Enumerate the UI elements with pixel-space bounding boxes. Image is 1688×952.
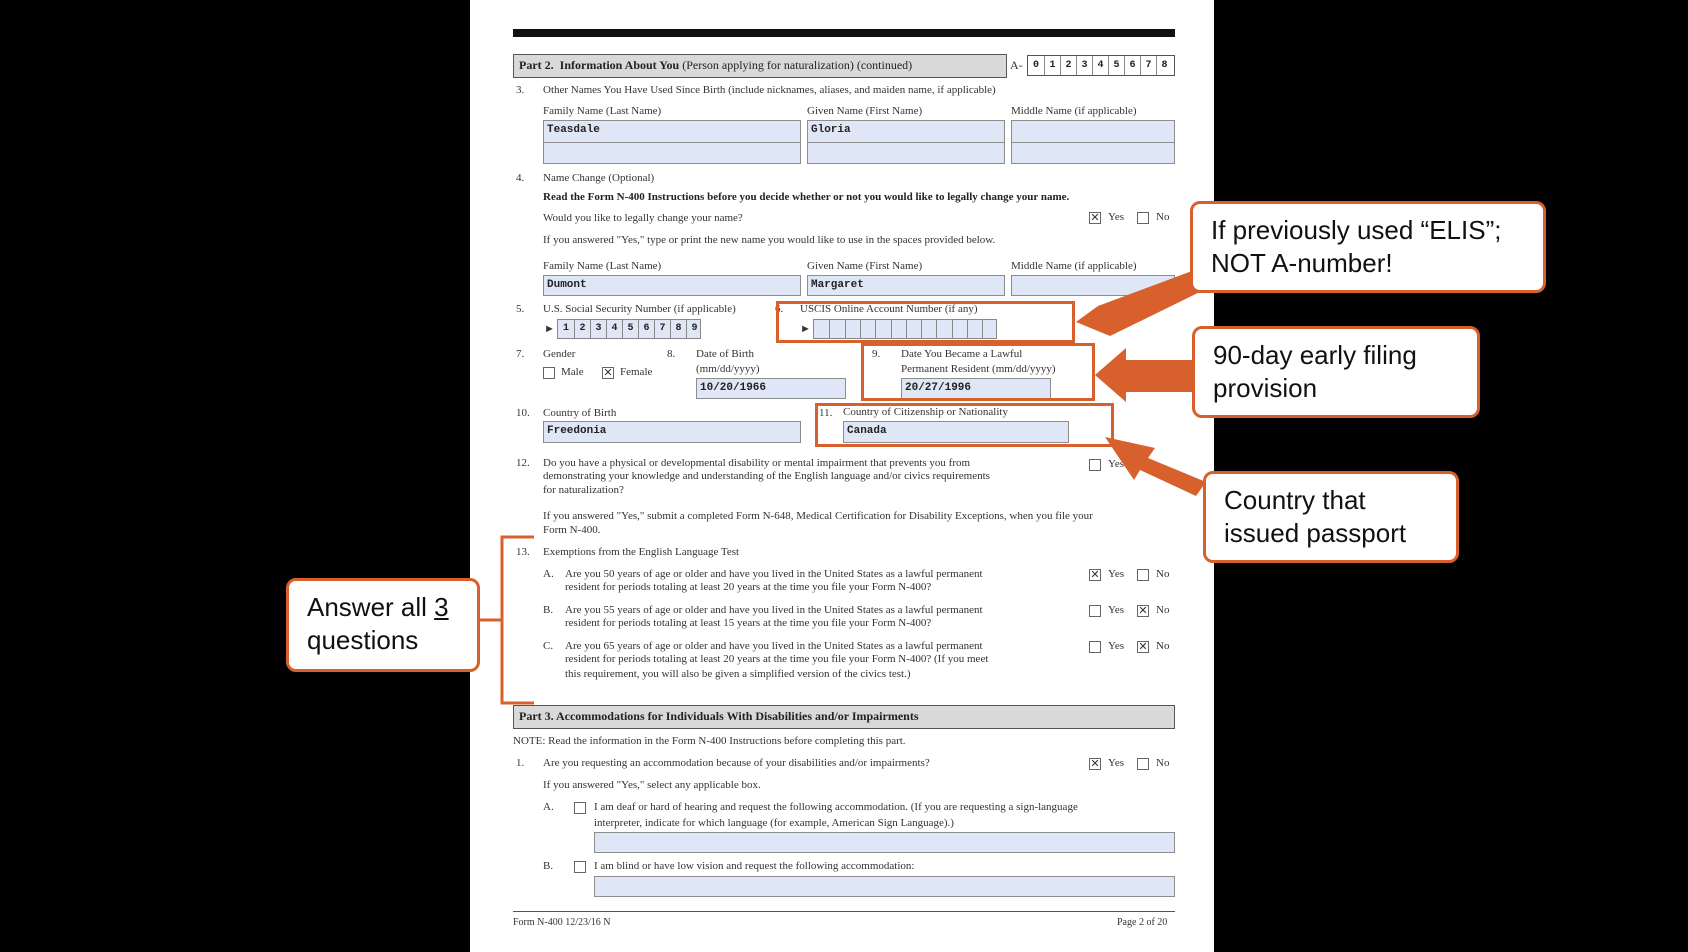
elis-callout — [1190, 201, 1546, 293]
ssn-digit[interactable]: 2 — [574, 320, 590, 338]
q3-middle-label: Middle Name (if applicable) — [1011, 105, 1137, 117]
q13-number: 13. — [516, 546, 530, 558]
a-number-digit[interactable]: 0 — [1032, 60, 1039, 71]
a-number-digit[interactable]: 4 — [1092, 56, 1108, 75]
q13c-no-label: No — [1156, 640, 1170, 652]
q3-family-label: Family Name (Last Name) — [543, 105, 662, 117]
answer-all-text: Answer all — [307, 592, 435, 622]
a-number-digit[interactable]: 7 — [1140, 56, 1156, 75]
a-number-digit[interactable]: 5 — [1108, 56, 1124, 75]
ssn-digit[interactable]: 9 — [686, 320, 702, 338]
early-filing-callout-line1: 90-day early filing — [1213, 340, 1417, 370]
part3-a-line1: I am deaf or hard of hearing and request the following accommodation. (If you are requesting a sign-language — [594, 801, 1078, 813]
country-callout-line1: Country that — [1224, 485, 1366, 515]
q13c-line3: this requirement, you will also be given a simplified version of the civics test.) — [565, 668, 911, 680]
q4-note: If you answered "Yes," type or print the new name you would like to use in the spaces provided below. — [543, 234, 996, 246]
part3-a-letter: A. — [543, 801, 554, 813]
q6-label: USCIS Online Account Number (if any) — [800, 303, 978, 315]
part3-q1-yes-label: Yes — [1108, 757, 1125, 769]
ssn-digit[interactable]: 7 — [654, 320, 670, 338]
q7-female-label: Female — [620, 366, 653, 378]
q3-given-label: Given Name (First Name) — [807, 105, 923, 117]
ssn-digit[interactable]: 8 — [670, 320, 686, 338]
answer-all-callout-line2: questions — [307, 625, 419, 655]
q9-label: Date You Became a Lawful — [901, 348, 1023, 360]
part3-note: NOTE: Read the information in the Form N-400 Instructions before completing this part. — [513, 735, 906, 747]
q9-number: 9. — [872, 348, 881, 360]
q5-number: 5. — [516, 303, 525, 315]
q4-middle-label: Middle Name (if applicable) — [1011, 260, 1137, 272]
q12-line1: Do you have a physical or developmental disability or mental impairment that prevents you from — [543, 457, 971, 469]
q12-line2: demonstrating your knowledge and understanding of the English language and/or civics requirements — [543, 470, 990, 482]
a-number-digit[interactable]: 2 — [1060, 56, 1076, 75]
q13c-letter: C. — [543, 640, 554, 652]
q10-number: 10. — [516, 407, 530, 419]
q7-female-checkbox[interactable]: ✕ — [603, 366, 613, 379]
a-number-digit[interactable]: 6 — [1124, 56, 1140, 75]
ssn-digit[interactable]: 5 — [622, 320, 638, 338]
q13c-line1: Are you 65 years of age or older and have you lived in the United States as a lawful permanent — [565, 640, 983, 652]
ssn-digit[interactable]: 1 — [562, 323, 569, 334]
q8-format: (mm/dd/yyyy) — [696, 363, 760, 375]
q13-bracket — [502, 537, 534, 703]
a-number-digit[interactable]: 8 — [1156, 56, 1172, 75]
part3-q1-note: If you answered "Yes," select any applicable box. — [543, 779, 761, 791]
q4-family-label: Family Name (Last Name) — [543, 260, 662, 272]
q13b-letter: B. — [543, 604, 554, 616]
q4-family-value: Dumont — [547, 279, 587, 291]
q3-given-value: Gloria — [811, 124, 851, 136]
footer-page-number: Page 2 of 20 — [1117, 917, 1168, 928]
q6-number: 6. — [775, 303, 784, 315]
q12-yes-label: Yes — [1108, 458, 1125, 470]
part3-b-letter: B. — [543, 860, 554, 872]
answer-all-callout — [286, 578, 480, 672]
elis-callout-line2: NOT A-number! — [1211, 248, 1393, 278]
q8-number: 8. — [667, 348, 676, 360]
q13b-line1: Are you 55 years of age or older and have you lived in the United States as a lawful permanent — [565, 604, 983, 616]
q13a-letter: A. — [543, 568, 554, 580]
q9-lpr-date-value: 20/27/1996 — [905, 382, 972, 394]
elis-callout-line1: If previously used “ELIS”; — [1211, 215, 1502, 245]
early-filing-callout — [1192, 326, 1480, 418]
q10-label: Country of Birth — [543, 407, 617, 419]
country-callout-line2: issued passport — [1224, 518, 1407, 548]
early-filing-arrow-icon — [1095, 348, 1194, 402]
part3-q1-yes-checkbox[interactable]: ✕ — [1090, 757, 1100, 770]
country-arrow-icon — [1105, 437, 1206, 496]
q13a-line2: resident for periods totaling at least 20 years at the time you file your Form N-400? — [565, 581, 932, 593]
part3-a-line2: interpreter, indicate for which language (for example, American Sign Language).) — [594, 817, 954, 829]
q10-country-birth-value: Freedonia — [547, 425, 607, 437]
q13a-line1: Are you 50 years of age or older and have you lived in the United States as a lawful permanent — [565, 568, 983, 580]
a-number-digit[interactable]: 3 — [1076, 56, 1092, 75]
answer-all-callout-line1 — [307, 591, 459, 624]
q12-note-line2: Form N-400. — [543, 524, 601, 536]
q3-label: Other Names You Have Used Since Birth (include nicknames, aliases, and maiden name, if applicable) — [543, 84, 996, 96]
q4-no-label: No — [1156, 211, 1170, 223]
ssn-digit[interactable]: 3 — [590, 320, 606, 338]
q7-male-label: Male — [561, 366, 584, 378]
q11-number: 11. — [819, 407, 833, 419]
q13c-yes-label: Yes — [1108, 640, 1125, 652]
q13b-line2: resident for periods totaling at least 15 years at the time you file your Form N-400? — [565, 617, 932, 629]
q3-number: 3. — [516, 84, 525, 96]
q13c-line2: resident for periods totaling at least 20 years at the time you file your Form N-400? (If you meet — [565, 653, 989, 665]
q8-label: Date of Birth — [696, 348, 755, 360]
q9-label-line2: Permanent Resident (mm/dd/yyyy) — [901, 363, 1056, 375]
q8-dob-value: 10/20/1966 — [700, 382, 767, 394]
q13-label: Exemptions from the English Language Test — [543, 546, 740, 558]
part2-subtitle: (Person applying for naturalization) (continued) — [682, 58, 913, 72]
q5-arrow-icon: ► — [544, 323, 555, 335]
q4-number: 4. — [516, 172, 525, 184]
q13b-yes-label: Yes — [1108, 604, 1125, 616]
q13b-no-checkbox[interactable]: ✕ — [1138, 604, 1148, 617]
footer-form-id: Form N-400 12/23/16 N — [513, 917, 611, 928]
q11-citizenship-value: Canada — [847, 425, 887, 437]
answer-all-count: 3 — [434, 592, 449, 622]
part2-title: Information About You — [559, 58, 680, 72]
q4-given-value: Margaret — [811, 279, 864, 291]
q13a-yes-label: Yes — [1108, 568, 1125, 580]
part3-q1-text: Are you requesting an accommodation because of your disabilities and/or impairments? — [543, 757, 930, 769]
a-number-prefix: A- — [1010, 58, 1023, 72]
q13a-no-label: No — [1156, 568, 1170, 580]
q4-question: Would you like to legally change your name? — [543, 212, 743, 224]
q13c-no-checkbox[interactable]: ✕ — [1138, 640, 1148, 653]
q12-number: 12. — [516, 457, 530, 469]
q7-number: 7. — [516, 348, 525, 360]
a-number-digit[interactable]: 1 — [1044, 56, 1060, 75]
q4-yes-checkbox[interactable]: ✕ — [1090, 211, 1100, 224]
q4-label: Name Change (Optional) — [543, 172, 655, 184]
part2-number: Part 2. — [519, 58, 554, 72]
q12-line3: for naturalization? — [543, 484, 624, 496]
part3-b-line1: I am blind or have low vision and request the following accommodation: — [594, 860, 915, 872]
part3-header: Part 3. Accommodations for Individuals With Disabilities and/or Impairments — [513, 705, 1175, 729]
q4-given-label: Given Name (First Name) — [807, 260, 923, 272]
country-callout — [1203, 471, 1459, 563]
q3-family-value: Teasdale — [547, 124, 600, 136]
q5-label: U.S. Social Security Number (if applicable) — [543, 303, 736, 315]
ssn-digit[interactable]: 6 — [638, 320, 654, 338]
q13b-no-label: No — [1156, 604, 1170, 616]
q6-arrow-icon: ► — [800, 323, 811, 335]
q7-label: Gender — [543, 348, 576, 360]
ssn-digit[interactable]: 4 — [606, 320, 622, 338]
part3-q1-number: 1. — [516, 757, 525, 769]
q13a-yes-checkbox[interactable]: ✕ — [1090, 568, 1100, 581]
q4-instruction: Read the Form N-400 Instructions before you decide whether or not you would like to legally change your name. — [543, 191, 1070, 203]
q12-note-line1: If you answered "Yes," submit a completed Form N-648, Medical Certification for Disability Exceptions, when you file your — [543, 510, 1093, 522]
part3-q1-no-label: No — [1156, 757, 1170, 769]
q11-label: Country of Citizenship or Nationality — [843, 406, 1008, 418]
q4-yes-label: Yes — [1108, 211, 1125, 223]
early-filing-callout-line2: provision — [1213, 373, 1318, 403]
